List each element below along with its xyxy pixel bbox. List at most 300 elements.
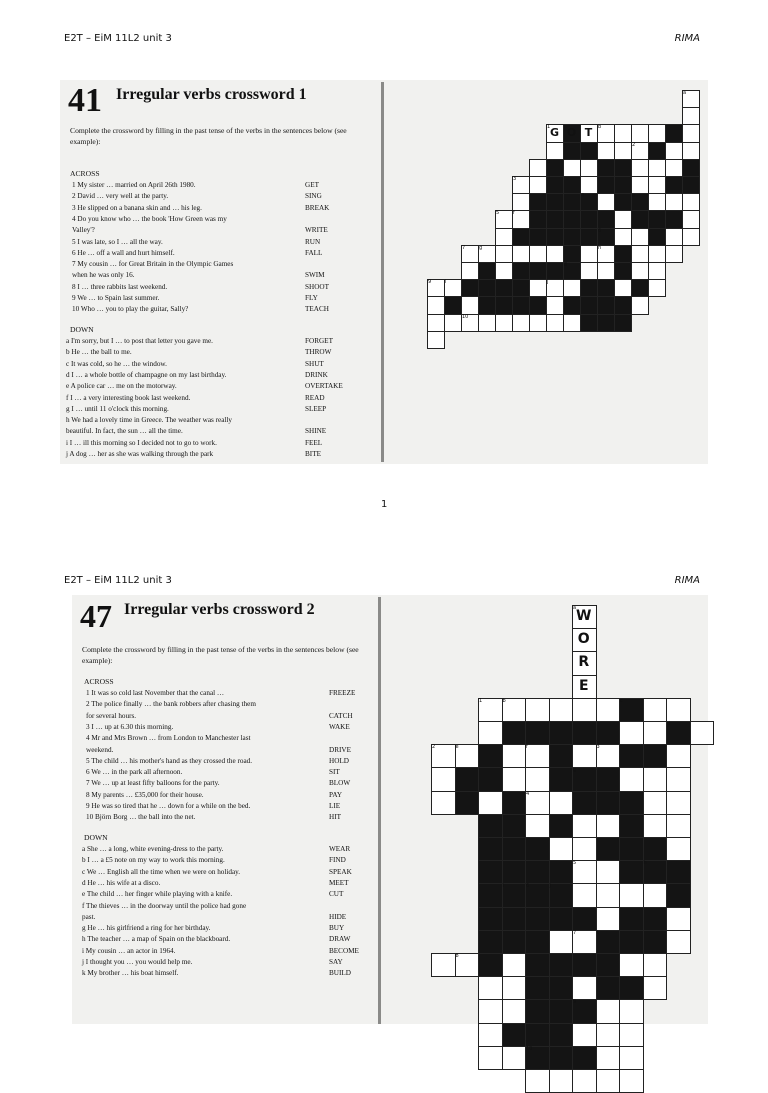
black-cell [478,744,503,768]
black-cell [502,883,530,907]
grid-cell[interactable] [648,245,666,263]
clue-text: 4 Mr and Mrs Brown … from London to Manchester last [86,734,251,743]
grid-cell[interactable] [525,767,550,791]
black-cell [596,953,621,977]
black-cell [648,228,666,246]
grid-cell[interactable] [580,176,598,194]
clue-number: 1 [479,697,483,704]
grid-cell[interactable] [461,262,479,280]
clue-number: d [667,721,671,727]
grid-cell[interactable] [580,159,598,177]
grid-cell[interactable] [549,929,577,954]
example-letter: O [577,631,590,648]
clue-number: 2 [632,141,636,148]
clue-text: g I … until 11 o'clock this morning. [66,404,169,413]
grid-cell[interactable] [502,767,527,791]
black-cell [597,314,615,332]
clue-verb: GET [305,181,319,189]
clue-verb: WEAR [329,845,351,853]
clue-number: h [643,860,647,867]
clue-number: g [573,767,577,774]
clue-text: c We … English all the time when we were on holiday. [82,867,241,876]
grid-cell[interactable] [631,296,649,314]
black-cell [580,314,598,332]
black-cell [596,837,621,861]
clue-verb: FIND [329,856,346,865]
black-cell [549,907,574,931]
grid-cell[interactable] [596,860,621,884]
grid-cell[interactable] [502,744,527,768]
grid-cell[interactable] [666,698,691,722]
grid-cell[interactable] [619,999,644,1023]
black-cell [549,721,574,745]
grid-cell[interactable] [596,999,621,1023]
grid-cell[interactable] [631,245,649,263]
black-cell [572,907,597,931]
clue-number: 6 [526,883,530,890]
grid-cell[interactable] [666,837,691,861]
grid-cell[interactable] [648,262,666,280]
grid-cell[interactable] [643,883,668,907]
clue-verb: TEACH [305,305,329,314]
black-cell [525,860,550,884]
grid-cell[interactable] [665,193,683,211]
grid-cell[interactable] [495,245,513,263]
black-cell [619,860,644,884]
grid-cell[interactable] [529,245,547,263]
clue-text: 6 We … in the park all afternoon. [86,768,183,777]
grid-cell[interactable] [690,721,715,745]
clue-text: j I thought you … you would help me. [82,958,193,966]
clue-text: 5 I was late, so I … all the way. [72,237,163,246]
black-cell [495,296,513,314]
clue-text: d He … his wife at a disco. [82,878,161,887]
grid-cell[interactable] [512,314,530,332]
grid-cell[interactable] [572,814,597,838]
clue-verb: SPEAK [329,867,352,876]
grid-cell[interactable] [495,314,513,332]
grid-cell[interactable] [461,296,479,314]
black-cell [525,837,550,861]
clue-verb: BITE [305,450,321,458]
grid-cell[interactable] [563,159,581,177]
grid-cell[interactable] [529,314,547,332]
grid-cell[interactable] [478,999,503,1023]
black-cell [619,837,644,861]
grid-cell[interactable] [512,193,530,211]
grid-cell[interactable] [549,837,574,861]
grid-cell[interactable] [580,262,598,280]
clue-text: 5 The child … his mother's hand as they crossed the road. [86,756,253,765]
page-number: 1 [381,499,388,510]
black-cell [502,814,527,838]
clue-number: 8 [564,262,568,268]
grid-cell[interactable] [631,124,649,142]
grid-cell[interactable] [572,744,597,768]
clue-verb: BUILD [329,969,351,978]
black-cell [478,907,503,931]
black-cell [580,142,598,160]
grid-cell[interactable] [596,698,621,722]
grid-cell[interactable] [563,314,581,332]
grid-cell[interactable] [549,791,574,815]
header-right-2: RIMA [674,575,700,586]
clue-verb: DRAW [329,935,351,944]
grid-cell[interactable] [682,193,700,211]
grid-cell[interactable] [614,124,632,142]
puzzle1-spine [381,82,384,462]
grid-cell[interactable] [495,262,513,280]
clue-number: c [620,697,623,704]
clue-text: 9 He was so tired that he … down for a while on the bed. [86,802,251,810]
grid-cell[interactable] [619,767,644,791]
grid-cell[interactable] [572,837,597,861]
grid-cell[interactable] [596,814,621,838]
grid-cell[interactable] [619,721,644,745]
clue-verb: FORGET [305,337,333,345]
black-cell [478,883,503,907]
grid-cell[interactable] [619,1069,644,1093]
grid-cell[interactable] [502,976,527,1000]
clue-number: 5 [573,860,577,867]
clue-verb: WRITE [305,226,328,235]
grid-cell[interactable] [619,1023,644,1047]
black-cell [665,210,683,228]
grid-cell[interactable] [643,953,668,977]
clue-verb: OVERTAKE [305,382,343,391]
black-cell [614,262,632,280]
grid-cell[interactable] [682,210,700,228]
clue-verb: CATCH [329,711,353,720]
grid-cell[interactable] [614,142,632,160]
black-cell [546,176,564,194]
black-cell [643,744,668,768]
black-cell [512,228,530,246]
clue-verb: HOLD [329,756,349,765]
black-cell [546,210,564,228]
black-cell [666,883,691,907]
clue-text: b He … the ball to me. [66,348,132,357]
black-cell [563,142,581,160]
black-cell [455,791,480,815]
black-cell [502,907,527,931]
black-cell [546,262,564,280]
black-cell [614,245,632,263]
clue-text: 8 I … three rabbits last weekend. [72,282,168,291]
grid-cell[interactable] [502,1046,527,1070]
black-cell [666,860,691,884]
grid-cell[interactable] [596,883,621,907]
clue-number: 9 [428,279,432,286]
grid-cell[interactable] [648,124,666,142]
black-cell [502,790,530,815]
black-cell [596,721,621,745]
black-cell [597,159,615,177]
clue-number: 3 [513,176,517,182]
grid-cell[interactable] [597,142,615,160]
grid-cell[interactable] [614,228,632,246]
clue-text: i My cousin … an actor in 1964. [82,946,176,955]
black-cell [596,767,621,791]
grid-cell[interactable] [549,1069,574,1093]
grid-cell[interactable] [648,279,666,297]
grid-cell[interactable] [614,279,632,297]
grid-cell[interactable] [572,976,597,1000]
grid-cell[interactable] [614,210,632,228]
black-cell [549,999,577,1023]
grid-cell[interactable] [648,159,666,177]
grid-cell[interactable] [478,1023,503,1047]
grid-cell[interactable] [572,1023,597,1047]
grid-cell[interactable] [596,1023,621,1047]
grid-cell[interactable] [666,791,691,815]
puzzle2-title: Irregular verbs crossword 2 [124,601,315,618]
clue-number: i [445,279,447,286]
clue-text: d I … a whole bottle of champagne on my last birthday. [66,370,227,379]
grid-cell[interactable] [572,1069,597,1093]
black-cell [512,262,530,280]
grid-cell[interactable] [525,814,550,838]
black-cell [529,262,547,280]
black-cell [580,210,598,228]
grid-cell[interactable] [666,814,691,838]
clue-verb: SHUT [305,359,324,368]
clue-number: j [549,883,551,890]
clue-verb: BLOW [329,779,351,788]
black-cell [525,907,550,931]
clue-text: g He … his girlfriend a ring for her birthday. [82,924,211,933]
clue-verb: SIT [329,768,340,777]
grid-cell[interactable] [682,107,700,125]
grid-cell[interactable] [631,228,649,246]
clue-number: 6 [598,227,602,234]
clue-verb: READ [305,393,325,402]
grid-cell[interactable] [631,176,649,194]
grid-cell[interactable] [529,279,547,297]
clue-verb: FLY [305,294,318,302]
grid-cell[interactable] [619,953,644,977]
black-cell [572,1046,597,1070]
grid-cell[interactable] [596,1069,621,1093]
clue-text: 3 I … up at 6.30 this morning. [86,722,174,731]
clue-number: a [683,90,687,96]
grid-cell[interactable] [502,953,527,977]
black-cell [614,296,632,314]
grid-cell[interactable] [643,791,668,815]
grid-cell[interactable] [546,245,564,263]
black-cell [502,860,527,884]
clue-number: 8 [455,953,459,959]
grid-cell[interactable] [596,1046,621,1070]
grid-cell[interactable] [427,331,445,349]
black-cell [580,296,598,314]
puzzle2-intro: Complete the crossword by filling in the past tense of the verbs in the sentences below (see example): [82,645,359,665]
clue-number: f [526,744,528,751]
header-left: E2T – EiM 11L2 unit 3 [64,33,172,44]
clue-text: e A police car … me on the motorway. [66,382,177,391]
clue-text: 1 My sister … married on April 26th 1980. [72,181,196,189]
grid-cell[interactable] [597,193,615,211]
grid-cell[interactable] [478,1046,503,1070]
black-cell [572,791,597,815]
grid-cell[interactable] [563,279,581,297]
grid-cell[interactable] [597,262,615,280]
black-cell [502,721,527,745]
clue-verb: BUY [329,924,345,933]
clue-text: e The child … her finger while playing with a knife. [82,890,233,899]
clue-text: 6 He … off a wall and hurt himself. [72,248,175,257]
grid-cell[interactable] [682,228,700,246]
grid-cell[interactable] [665,159,683,177]
black-cell [619,907,644,931]
clue-number: 9 [573,999,577,1006]
black-cell [525,721,550,745]
grid-cell[interactable] [512,245,530,263]
clue-number: k [596,929,600,936]
clue-verb: BECOME [329,946,359,955]
grid-cell[interactable] [665,245,683,263]
black-cell [478,837,503,861]
clue-number: i [502,883,504,890]
grid-cell[interactable] [529,176,547,194]
grid-cell[interactable] [478,791,503,815]
black-cell [619,976,644,1000]
grid-cell[interactable] [431,953,456,977]
clue-verb: BREAK [305,203,330,212]
grid-cell[interactable] [431,767,456,791]
black-cell [665,176,683,194]
black-cell [478,279,496,297]
clue-text: beautiful. In fact, the sun … all the time. [66,427,183,436]
black-cell [631,210,649,228]
grid-cell[interactable] [643,767,668,791]
black-cell [502,837,527,861]
clue-verb: LIE [329,802,341,810]
grid-cell[interactable] [572,698,597,722]
black-cell [549,814,574,838]
grid-cell[interactable] [525,744,550,768]
puzzle1-across-heading: ACROSS [70,169,100,178]
clue-verb: SAY [329,958,343,966]
black-cell [478,953,503,977]
example-letter: E [578,677,589,694]
clue-text: for several hours. [86,711,137,720]
clue-number: 4 [526,790,530,797]
clue-text: a She … a long, white evening-dress to the party. [82,845,224,853]
grid-cell[interactable] [665,228,683,246]
grid-cell[interactable] [666,744,691,768]
clue-number: b [502,697,506,704]
grid-cell[interactable] [502,999,527,1023]
clue-verb: SING [305,192,322,201]
grid-cell[interactable] [529,159,547,177]
clue-number: 1 [547,124,551,131]
grid-cell[interactable] [549,698,574,722]
black-cell [648,210,666,228]
grid-cell[interactable] [546,296,564,314]
grid-cell[interactable] [619,883,644,907]
grid-cell[interactable] [572,883,597,907]
grid-cell[interactable] [580,245,598,263]
clue-text: past. [82,912,96,921]
example-letter: O [566,126,577,140]
black-cell [549,1046,574,1070]
grid-cell[interactable] [427,314,445,332]
black-cell [619,930,644,954]
clue-number: j [547,279,549,286]
black-cell [502,930,527,954]
grid-cell[interactable] [682,142,700,160]
grid-cell[interactable] [546,142,564,160]
grid-cell[interactable] [643,814,668,838]
grid-cell[interactable] [682,124,700,142]
header-left-2: E2T – EiM 11L2 unit 3 [64,575,172,586]
black-cell [525,999,550,1023]
black-cell [597,210,615,228]
grid-cell[interactable] [648,193,666,211]
black-cell [529,228,547,246]
grid-cell[interactable] [478,314,496,332]
grid-cell[interactable] [431,791,456,815]
grid-cell[interactable] [643,721,671,745]
grid-cell[interactable] [444,279,462,297]
clue-text: 10 Who … you to play the guitar, Sally? [72,305,189,314]
black-cell [643,907,668,931]
black-cell [631,279,649,297]
grid-cell[interactable] [525,1069,550,1093]
grid-cell[interactable] [525,698,550,722]
black-cell [597,296,615,314]
grid-cell[interactable] [478,721,503,745]
example-letter: W [576,608,592,624]
grid-cell[interactable] [643,976,668,1000]
grid-cell[interactable] [631,159,649,177]
black-cell [549,976,574,1000]
clue-text: 4 Do you know who … the book 'How Green was my [72,214,227,223]
grid-cell[interactable] [444,314,462,332]
grid-cell[interactable] [495,228,513,246]
black-cell [455,767,480,791]
grid-cell[interactable] [666,930,691,954]
grid-cell[interactable] [619,1046,644,1070]
black-cell [563,228,581,246]
grid-cell[interactable] [666,767,691,791]
black-cell [563,176,581,194]
grid-cell[interactable] [596,907,621,931]
black-cell [478,930,503,954]
clue-text: i I … ill this morning so I decided not to go to work. [66,438,217,447]
clue-number: e [632,193,636,200]
clue-verb: RUN [305,237,321,246]
black-cell [525,1023,550,1047]
black-cell [525,953,550,977]
grid-cell[interactable] [643,698,668,722]
puzzle1-number: 41 [68,82,102,119]
clue-verb: SLEEP [305,404,327,413]
grid-cell[interactable] [631,262,649,280]
grid-cell[interactable] [665,142,683,160]
grid-cell[interactable] [478,976,503,1000]
clue-number: c [649,141,652,148]
grid-cell[interactable] [666,907,691,931]
grid-cell[interactable] [546,314,564,332]
grid-cell[interactable] [546,279,564,297]
black-cell [580,279,598,297]
grid-cell[interactable] [648,176,666,194]
black-cell [596,976,621,1000]
grid-cell[interactable] [427,296,445,314]
puzzle1-intro: Complete the crossword by filling in the past tense of the verbs in the sentences below (see example): [70,126,347,146]
